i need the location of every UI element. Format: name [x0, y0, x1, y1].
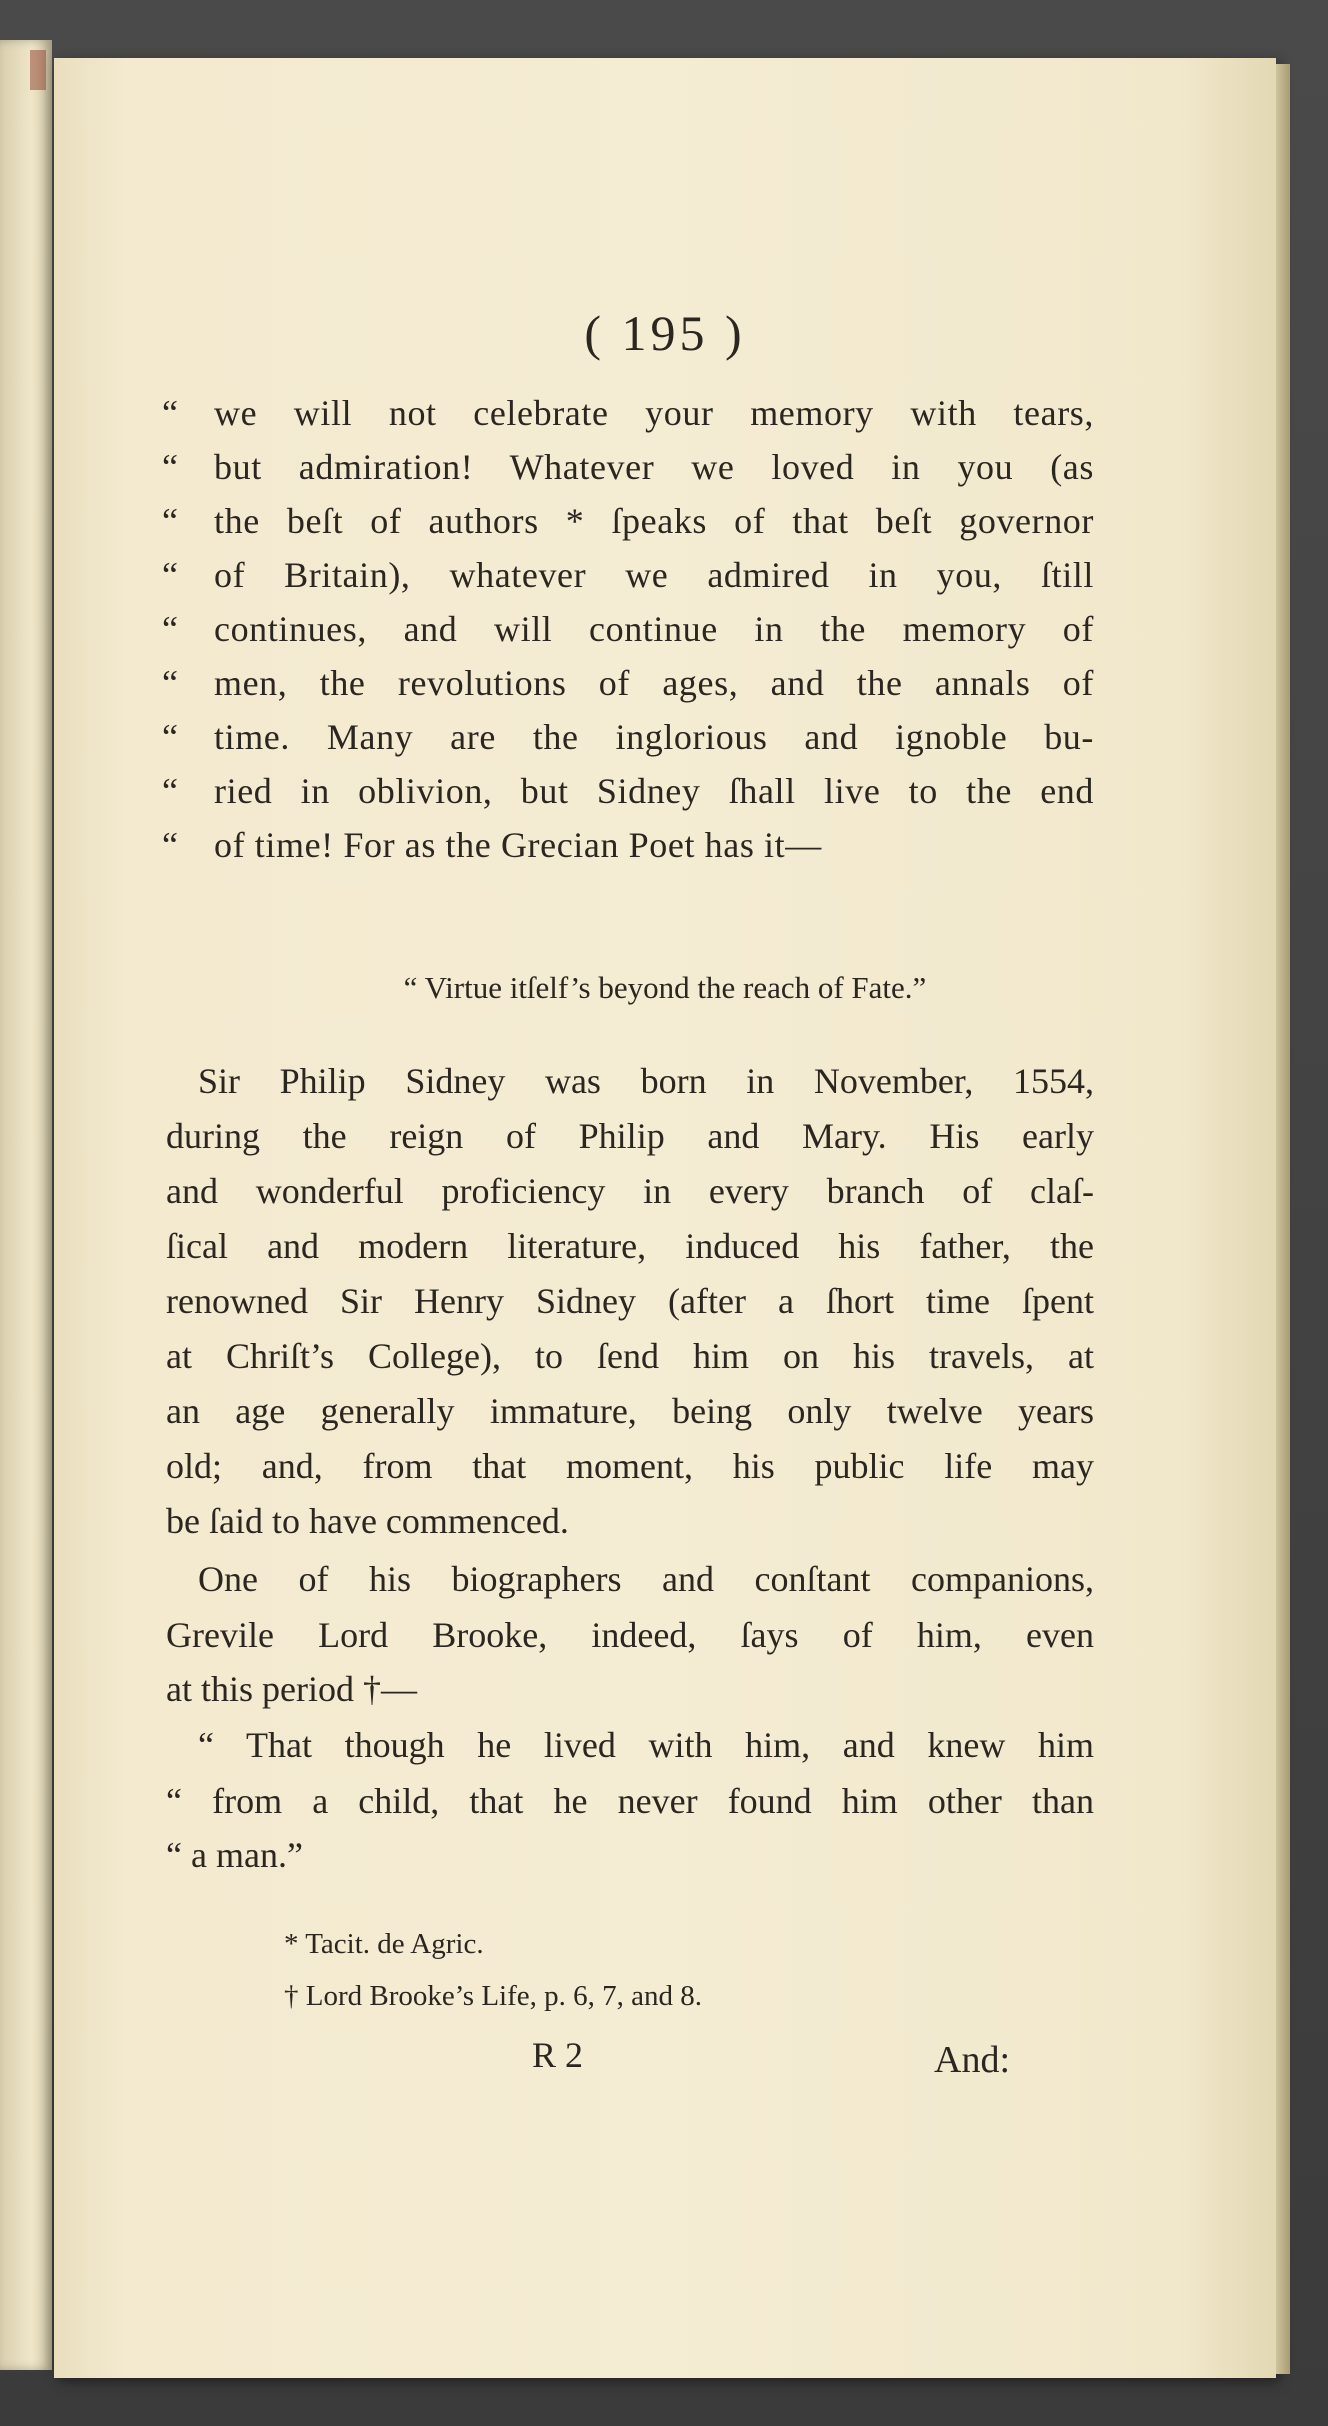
signature-mark: R 2 [532, 2035, 584, 2075]
page-fore-edge [1276, 64, 1290, 2374]
quote-mark: “ [162, 663, 179, 703]
quoted-line: men, the revolutions of ages, and the annals of [214, 663, 1094, 703]
paragraph-line: old; and, from that moment, his public life may [166, 1446, 1094, 1486]
quote-mark: “ [162, 501, 179, 541]
paragraph-line: be ſaid to have commenced. [166, 1501, 569, 1541]
footnote: † Lord Brooke’s Life, p. 6, 7, and 8. [284, 1980, 703, 2012]
quotation-line: “ from a child, that he never found him other than [166, 1781, 1094, 1821]
quoted-line: the beſt of authors * ſpeaks of that beſt governor [214, 501, 1094, 541]
paragraph-line: Grevile Lord Brooke, indeed, ſays of him, even [166, 1615, 1094, 1655]
book-page [54, 58, 1276, 2378]
quoted-line: of time! For as the Grecian Poet has it— [214, 825, 822, 865]
paragraph-line: and wonderful proficiency in every branch of claſ- [166, 1171, 1094, 1211]
verse-quotation: “ Virtue itſelf’s beyond the reach of Fate.” [403, 970, 927, 1005]
paragraph-line: Sir Philip Sidney was born in November, 1554, [198, 1061, 1094, 1101]
paragraph-line: renowned Sir Henry Sidney (after a ſhort time ſpent [166, 1281, 1094, 1321]
quote-mark: “ [162, 555, 179, 595]
paragraph-line: during the reign of Philip and Mary. His early [166, 1116, 1094, 1156]
quoted-line: continues, and will continue in the memory of [214, 609, 1094, 649]
quote-mark: “ [162, 609, 179, 649]
quoted-line: but admiration! Whatever we loved in you (as [214, 447, 1094, 487]
quotation-line: “ That though he lived with him, and knew him [198, 1725, 1094, 1765]
quotation-line: “ a man.” [166, 1835, 303, 1875]
quote-mark: “ [162, 825, 179, 865]
quoted-line: ried in oblivion, but Sidney ſhall live to the end [214, 771, 1094, 811]
quote-mark: “ [162, 771, 179, 811]
page-number-header: ( 195 ) [584, 305, 746, 361]
paragraph-line: at Chriſt’s College), to ſend him on his travels, at [166, 1336, 1094, 1376]
quote-mark: “ [162, 447, 179, 487]
catchword: And: [934, 2039, 1010, 2081]
quoted-line: of Britain), whatever we admired in you, ſtill [214, 555, 1094, 595]
paragraph-line: at this period †— [166, 1669, 417, 1709]
paragraph-line: One of his biographers and conſtant companions, [198, 1559, 1094, 1599]
quote-mark: “ [162, 717, 179, 757]
quoted-line: time. Many are the inglorious and ignoble bu- [214, 717, 1094, 757]
quoted-line: we will not celebrate your memory with tears, [214, 393, 1094, 433]
footnote: * Tacit. de Agric. [284, 1928, 484, 1960]
quote-mark: “ [162, 393, 179, 433]
paragraph-line: an age generally immature, being only twelve years [166, 1391, 1094, 1431]
facing-page-edge [0, 40, 52, 2370]
paragraph-line: ſical and modern literature, induced his father, the [166, 1226, 1094, 1266]
